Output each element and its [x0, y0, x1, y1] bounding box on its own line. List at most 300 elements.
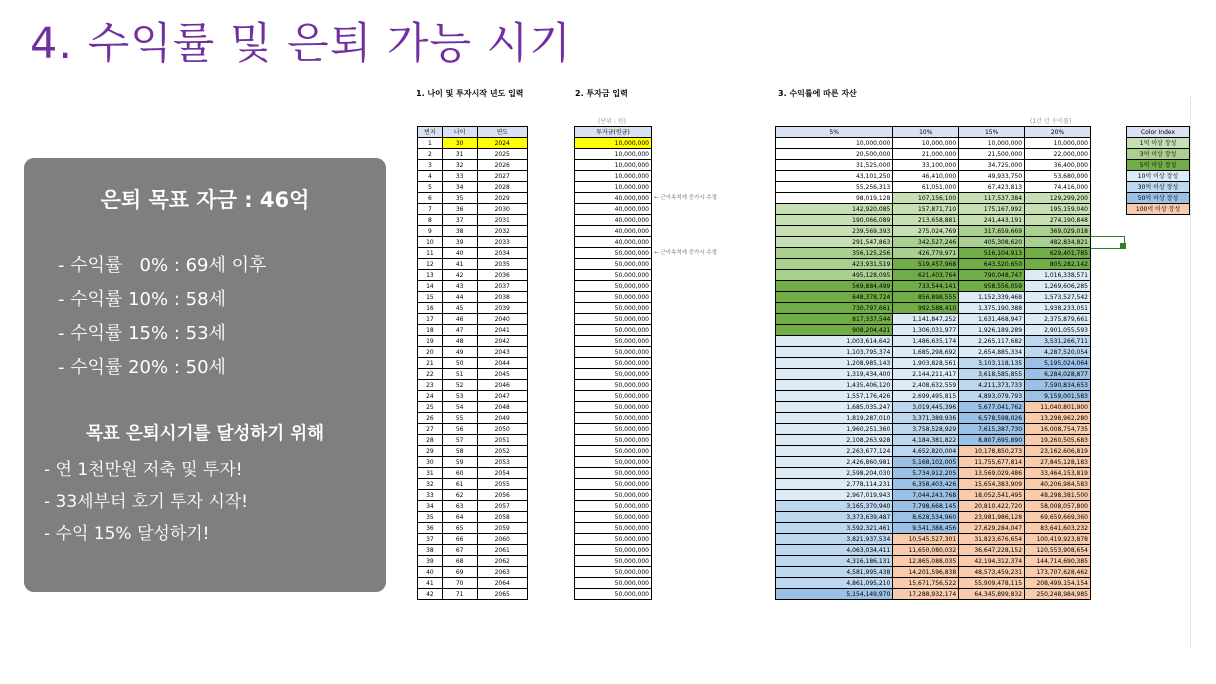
cell-age: 66	[442, 534, 477, 545]
cell-asset-20pct: 208,499,154,154	[1025, 578, 1091, 589]
cell-asset-20pct: 274,190,848	[1025, 215, 1091, 226]
cell-asset-20pct: 27,845,128,183	[1025, 457, 1091, 468]
table-row	[575, 193, 652, 204]
cell-asset-10pct: 7,798,668,145	[893, 501, 959, 512]
table-row	[575, 138, 652, 149]
table-row	[418, 457, 528, 468]
cell-principal: 10,000,000	[575, 138, 652, 149]
cell-asset-20pct: 40,206,984,583	[1025, 479, 1091, 490]
cell-asset-15pct: 34,725,000	[959, 160, 1025, 171]
return-line-0: - 수익률 0% : 69세 이후	[58, 255, 267, 276]
cell-age: 59	[442, 457, 477, 468]
cell-asset-15pct: 67,423,813	[959, 182, 1025, 193]
cell-asset-20pct: 74,416,000	[1025, 182, 1091, 193]
cell-asset-5pct: 1,208,985,143	[776, 358, 893, 369]
cell-asset-5pct: 423,931,519	[776, 259, 893, 270]
cell-principal: 40,000,000	[575, 204, 652, 215]
table-row	[776, 314, 1091, 325]
legend-item: 3억 이상 장성	[1127, 149, 1190, 160]
cell-index: 7	[418, 204, 443, 215]
cell-age: 46	[442, 314, 477, 325]
cell-asset-5pct: 648,378,724	[776, 292, 893, 303]
table-row	[418, 149, 528, 160]
cell-age: 52	[442, 380, 477, 391]
cell-index: 31	[418, 468, 443, 479]
cell-asset-10pct: 3,371,389,936	[893, 413, 959, 424]
legend-item: 10억 이상 장성	[1127, 171, 1190, 182]
table-row	[776, 402, 1091, 413]
table-row	[575, 589, 652, 600]
retirement-goal-heading: 은퇴 목표 자금 : 46억	[100, 188, 310, 212]
col-header-5pct: 5%	[776, 127, 893, 138]
cell-index: 20	[418, 347, 443, 358]
cell-asset-20pct: 195,159,040	[1025, 204, 1091, 215]
table-row	[776, 369, 1091, 380]
table-row	[418, 336, 528, 347]
table-row	[418, 534, 528, 545]
table-row	[418, 358, 528, 369]
cell-asset-5pct: 31,525,000	[776, 160, 893, 171]
table-row	[575, 270, 652, 281]
table-row	[575, 457, 652, 468]
cell-index: 32	[418, 479, 443, 490]
cell-asset-15pct: 31,823,676,654	[959, 534, 1025, 545]
table-row	[418, 193, 528, 204]
table-row	[418, 490, 528, 501]
col-header-year: 연도	[477, 127, 527, 138]
cell-age: 49	[442, 347, 477, 358]
table-row	[776, 457, 1091, 468]
cell-asset-5pct: 4,581,995,438	[776, 567, 893, 578]
cell-asset-5pct: 569,884,499	[776, 281, 893, 292]
cell-year: 2050	[477, 424, 527, 435]
table-row	[776, 237, 1091, 248]
table-row	[776, 424, 1091, 435]
cell-asset-20pct: 4,287,520,054	[1025, 347, 1091, 358]
table-row	[418, 479, 528, 490]
cell-asset-5pct: 1,960,251,360	[776, 424, 893, 435]
cell-asset-20pct: 7,590,834,653	[1025, 380, 1091, 391]
cell-principal: 50,000,000	[575, 424, 652, 435]
cell-asset-5pct: 1,435,406,120	[776, 380, 893, 391]
investment-table	[574, 126, 652, 600]
cell-asset-20pct: 2,901,055,593	[1025, 325, 1091, 336]
cell-asset-20pct: 69,659,669,360	[1025, 512, 1091, 523]
return-line-10: - 수익률 10% : 58세	[58, 289, 226, 310]
table-row	[776, 281, 1091, 292]
cell-asset-5pct: 190,066,089	[776, 215, 893, 226]
table-row	[418, 237, 528, 248]
cell-year: 2061	[477, 545, 527, 556]
cell-index: 22	[418, 369, 443, 380]
cell-asset-5pct: 239,569,393	[776, 226, 893, 237]
table-row	[776, 545, 1091, 556]
cell-asset-10pct: 10,545,527,301	[893, 534, 959, 545]
table-row	[418, 556, 528, 567]
table-row	[418, 182, 528, 193]
table-row	[776, 501, 1091, 512]
cell-asset-15pct: 55,909,478,115	[959, 578, 1025, 589]
cell-principal: 10,000,000	[575, 149, 652, 160]
cell-principal: 50,000,000	[575, 259, 652, 270]
cell-asset-10pct: 519,457,968	[893, 259, 959, 270]
table-row	[418, 413, 528, 424]
cell-asset-20pct: 805,282,142	[1025, 259, 1091, 270]
table-row	[575, 303, 652, 314]
cell-asset-20pct: 11,040,801,900	[1025, 402, 1091, 413]
cell-asset-15pct: 8,807,695,890	[959, 435, 1025, 446]
cell-asset-10pct: 4,184,381,822	[893, 435, 959, 446]
cell-asset-20pct: 53,680,000	[1025, 171, 1091, 182]
cell-asset-10pct: 992,588,410	[893, 303, 959, 314]
cell-year: 2045	[477, 369, 527, 380]
cell-year: 2051	[477, 435, 527, 446]
cell-index: 16	[418, 303, 443, 314]
cell-asset-5pct: 10,000,000	[776, 138, 893, 149]
cell-principal: 50,000,000	[575, 303, 652, 314]
cell-year: 2028	[477, 182, 527, 193]
cell-asset-20pct: 173,707,628,462	[1025, 567, 1091, 578]
section-2-title: 2. 투자금 입력	[575, 89, 628, 98]
cell-asset-10pct: 2,699,495,815	[893, 391, 959, 402]
cell-principal: 40,000,000	[575, 193, 652, 204]
table-row	[418, 380, 528, 391]
table-row	[575, 292, 652, 303]
table-row	[575, 182, 652, 193]
cell-asset-15pct: 15,654,383,909	[959, 479, 1025, 490]
cell-index: 5	[418, 182, 443, 193]
cell-asset-10pct: 157,871,710	[893, 204, 959, 215]
cell-age: 69	[442, 567, 477, 578]
cell-asset-10pct: 2,408,632,559	[893, 380, 959, 391]
cell-year: 2024	[477, 138, 527, 149]
table-row	[776, 380, 1091, 391]
legend-item: 100억 이상 장성	[1127, 204, 1190, 215]
table-row	[776, 556, 1091, 567]
cell-asset-10pct: 1,903,828,561	[893, 358, 959, 369]
cell-asset-15pct: 11,755,677,814	[959, 457, 1025, 468]
table-row	[776, 523, 1091, 534]
cell-principal: 50,000,000	[575, 391, 652, 402]
age-year-table	[417, 126, 528, 600]
page-edge-guide	[1190, 96, 1192, 648]
cell-asset-15pct: 241,443,191	[959, 215, 1025, 226]
table-row	[418, 259, 528, 270]
cell-age: 54	[442, 402, 477, 413]
table-row	[418, 545, 528, 556]
table-row	[418, 325, 528, 336]
cell-age: 55	[442, 413, 477, 424]
cell-asset-5pct: 817,337,544	[776, 314, 893, 325]
cell-asset-10pct: 1,685,298,692	[893, 347, 959, 358]
cell-asset-20pct: 1,016,338,571	[1025, 270, 1091, 281]
table-row	[418, 523, 528, 534]
cell-index: 24	[418, 391, 443, 402]
legend-item: 30억 이상 장성	[1127, 182, 1190, 193]
table-row	[575, 325, 652, 336]
table-row	[575, 490, 652, 501]
cell-index: 19	[418, 336, 443, 347]
cell-asset-20pct: 16,008,754,735	[1025, 424, 1091, 435]
cell-asset-15pct: 1,631,468,947	[959, 314, 1025, 325]
cell-year: 2057	[477, 501, 527, 512]
table-row	[776, 248, 1091, 259]
cell-principal: 50,000,000	[575, 501, 652, 512]
cell-age: 42	[442, 270, 477, 281]
cell-principal: 50,000,000	[575, 248, 652, 259]
cell-asset-5pct: 5,154,149,970	[776, 589, 893, 600]
cell-principal: 50,000,000	[575, 369, 652, 380]
cell-principal: 50,000,000	[575, 358, 652, 369]
cell-asset-10pct: 6,358,403,426	[893, 479, 959, 490]
table-row	[418, 402, 528, 413]
cell-asset-20pct: 369,029,018	[1025, 226, 1091, 237]
table-row	[575, 171, 652, 182]
cell-principal: 50,000,000	[575, 270, 652, 281]
cell-asset-10pct: 1,141,847,252	[893, 314, 959, 325]
cell-age: 62	[442, 490, 477, 501]
cell-age: 63	[442, 501, 477, 512]
cell-principal: 10,000,000	[575, 160, 652, 171]
table-row	[776, 468, 1091, 479]
table-row	[575, 336, 652, 347]
table-row	[776, 270, 1091, 281]
cell-asset-20pct: 482,834,821	[1025, 237, 1091, 248]
table-row	[575, 512, 652, 523]
col-header-principal: 투자금(원금)	[575, 127, 652, 138]
cell-age: 38	[442, 226, 477, 237]
cell-age: 71	[442, 589, 477, 600]
unit-note: (단위 : 원)	[598, 118, 626, 125]
table-row	[575, 226, 652, 237]
cell-index: 6	[418, 193, 443, 204]
cell-year: 2052	[477, 446, 527, 457]
cell-principal: 50,000,000	[575, 281, 652, 292]
cell-age: 45	[442, 303, 477, 314]
cell-age: 47	[442, 325, 477, 336]
table-row	[575, 402, 652, 413]
cell-asset-15pct: 2,654,885,334	[959, 347, 1025, 358]
cell-asset-20pct: 100,419,923,878	[1025, 534, 1091, 545]
table-row	[776, 358, 1091, 369]
table-row	[575, 237, 652, 248]
cell-index: 10	[418, 237, 443, 248]
cell-year: 2030	[477, 204, 527, 215]
legend-row	[1127, 182, 1190, 193]
table-row	[418, 567, 528, 578]
cell-index: 15	[418, 292, 443, 303]
cell-asset-15pct: 20,810,422,720	[959, 501, 1025, 512]
cell-asset-10pct: 2,144,211,417	[893, 369, 959, 380]
table-row	[418, 391, 528, 402]
table-row	[575, 248, 652, 259]
action-line-3: - 수익 15% 달성하기!	[44, 524, 210, 544]
cell-asset-10pct: 213,658,881	[893, 215, 959, 226]
table-row	[418, 171, 528, 182]
cell-index: 21	[418, 358, 443, 369]
cell-asset-15pct: 1,152,339,468	[959, 292, 1025, 303]
cell-year: 2055	[477, 479, 527, 490]
goal-subheading: 목표 은퇴시기를 달성하기 위해	[85, 424, 325, 444]
table-row	[418, 347, 528, 358]
table-row	[776, 578, 1091, 589]
cell-asset-5pct: 3,165,370,940	[776, 501, 893, 512]
cell-index: 17	[418, 314, 443, 325]
cell-asset-5pct: 291,547,863	[776, 237, 893, 248]
col-header-10pct: 10%	[893, 127, 959, 138]
table-row	[575, 435, 652, 446]
annual-rate-note: (1년 년 수익률)	[1030, 118, 1072, 125]
cell-asset-10pct: 5,168,102,005	[893, 457, 959, 468]
cell-asset-20pct: 9,159,001,583	[1025, 391, 1091, 402]
cell-asset-15pct: 5,677,041,762	[959, 402, 1025, 413]
table-row	[575, 369, 652, 380]
asset-table	[775, 126, 1091, 600]
cell-asset-20pct: 1,573,527,542	[1025, 292, 1091, 303]
cell-age: 53	[442, 391, 477, 402]
cell-asset-15pct: 317,659,669	[959, 226, 1025, 237]
cell-principal: 50,000,000	[575, 336, 652, 347]
cell-asset-15pct: 405,308,620	[959, 237, 1025, 248]
cell-index: 14	[418, 281, 443, 292]
table-row	[776, 303, 1091, 314]
cell-asset-15pct: 13,569,029,486	[959, 468, 1025, 479]
cell-year: 2029	[477, 193, 527, 204]
table-row	[776, 512, 1091, 523]
cell-index: 41	[418, 578, 443, 589]
cell-index: 8	[418, 215, 443, 226]
cell-asset-15pct: 48,573,459,231	[959, 567, 1025, 578]
table-row	[418, 435, 528, 446]
cell-asset-15pct: 4,893,079,793	[959, 391, 1025, 402]
cell-year: 2025	[477, 149, 527, 160]
cell-principal: 50,000,000	[575, 446, 652, 457]
cell-principal: 50,000,000	[575, 534, 652, 545]
cell-asset-5pct: 98,019,128	[776, 193, 893, 204]
cell-age: 64	[442, 512, 477, 523]
table-row	[575, 534, 652, 545]
cell-asset-10pct: 856,898,555	[893, 292, 959, 303]
cell-principal: 50,000,000	[575, 578, 652, 589]
cell-asset-5pct: 43,101,250	[776, 171, 893, 182]
table-row	[776, 413, 1091, 424]
table-row	[418, 468, 528, 479]
table-row	[776, 490, 1091, 501]
table-row	[575, 413, 652, 424]
cell-asset-5pct: 4,861,095,210	[776, 578, 893, 589]
cell-asset-15pct: 36,647,228,152	[959, 545, 1025, 556]
table-row	[418, 160, 528, 171]
cell-asset-5pct: 2,598,204,030	[776, 468, 893, 479]
cell-asset-15pct: 49,933,750	[959, 171, 1025, 182]
cell-year: 2049	[477, 413, 527, 424]
cell-age: 40	[442, 248, 477, 259]
cell-asset-5pct: 1,819,287,010	[776, 413, 893, 424]
cell-asset-5pct: 2,263,677,124	[776, 446, 893, 457]
cell-asset-20pct: 23,162,606,819	[1025, 446, 1091, 457]
cell-asset-5pct: 1,103,795,374	[776, 347, 893, 358]
cell-index: 34	[418, 501, 443, 512]
cell-asset-5pct: 908,204,421	[776, 325, 893, 336]
table-row	[575, 215, 652, 226]
cell-index: 40	[418, 567, 443, 578]
cell-index: 13	[418, 270, 443, 281]
table-row	[575, 446, 652, 457]
cell-year: 2046	[477, 380, 527, 391]
cell-asset-5pct: 3,373,639,487	[776, 512, 893, 523]
table-row	[776, 479, 1091, 490]
cell-asset-5pct: 1,003,614,642	[776, 336, 893, 347]
table-row	[575, 204, 652, 215]
cell-asset-5pct: 1,557,176,426	[776, 391, 893, 402]
cell-asset-10pct: 275,024,769	[893, 226, 959, 237]
cell-asset-20pct: 6,284,028,877	[1025, 369, 1091, 380]
table-row	[575, 567, 652, 578]
cell-index: 36	[418, 523, 443, 534]
table-row	[418, 501, 528, 512]
row-annotation: ← 근이속적에 증가시 수정	[654, 195, 717, 201]
legend-header: Color Index	[1127, 127, 1190, 138]
cell-age: 60	[442, 468, 477, 479]
cell-asset-5pct: 730,797,661	[776, 303, 893, 314]
cell-principal: 50,000,000	[575, 512, 652, 523]
cell-age: 65	[442, 523, 477, 534]
cell-asset-5pct: 2,967,019,943	[776, 490, 893, 501]
cell-asset-5pct: 3,592,321,461	[776, 523, 893, 534]
table-row	[575, 545, 652, 556]
table-row	[776, 226, 1091, 237]
cell-asset-15pct: 23,981,986,128	[959, 512, 1025, 523]
cell-index: 1	[418, 138, 443, 149]
cell-age: 50	[442, 358, 477, 369]
cell-year: 2032	[477, 226, 527, 237]
cell-asset-5pct: 4,316,186,131	[776, 556, 893, 567]
bracket-handle	[1120, 243, 1126, 249]
cell-asset-15pct: 175,167,992	[959, 204, 1025, 215]
cell-asset-10pct: 10,000,000	[893, 138, 959, 149]
cell-year: 2027	[477, 171, 527, 182]
cell-principal: 50,000,000	[575, 457, 652, 468]
cell-asset-10pct: 7,044,243,768	[893, 490, 959, 501]
table-row	[575, 556, 652, 567]
summary-box	[24, 158, 386, 592]
cell-year: 2054	[477, 468, 527, 479]
cell-index: 18	[418, 325, 443, 336]
cell-index: 30	[418, 457, 443, 468]
page-title: 4. 수익률 및 은퇴 가능 시기	[30, 19, 572, 69]
cell-age: 61	[442, 479, 477, 490]
cell-asset-10pct: 342,527,246	[893, 237, 959, 248]
cell-principal: 40,000,000	[575, 237, 652, 248]
cell-asset-15pct: 18,052,541,495	[959, 490, 1025, 501]
cell-asset-15pct: 516,104,913	[959, 248, 1025, 259]
cell-age: 44	[442, 292, 477, 303]
cell-principal: 50,000,000	[575, 545, 652, 556]
cell-age: 32	[442, 160, 477, 171]
table-row	[418, 303, 528, 314]
cell-asset-5pct: 55,256,313	[776, 182, 893, 193]
cell-year: 2065	[477, 589, 527, 600]
table-row	[575, 160, 652, 171]
cell-year: 2036	[477, 270, 527, 281]
table-row	[418, 204, 528, 215]
cell-index: 29	[418, 446, 443, 457]
cell-asset-10pct: 15,671,756,522	[893, 578, 959, 589]
cell-asset-15pct: 7,615,387,730	[959, 424, 1025, 435]
table-row	[776, 446, 1091, 457]
table-row	[575, 347, 652, 358]
cell-asset-5pct: 495,128,095	[776, 270, 893, 281]
